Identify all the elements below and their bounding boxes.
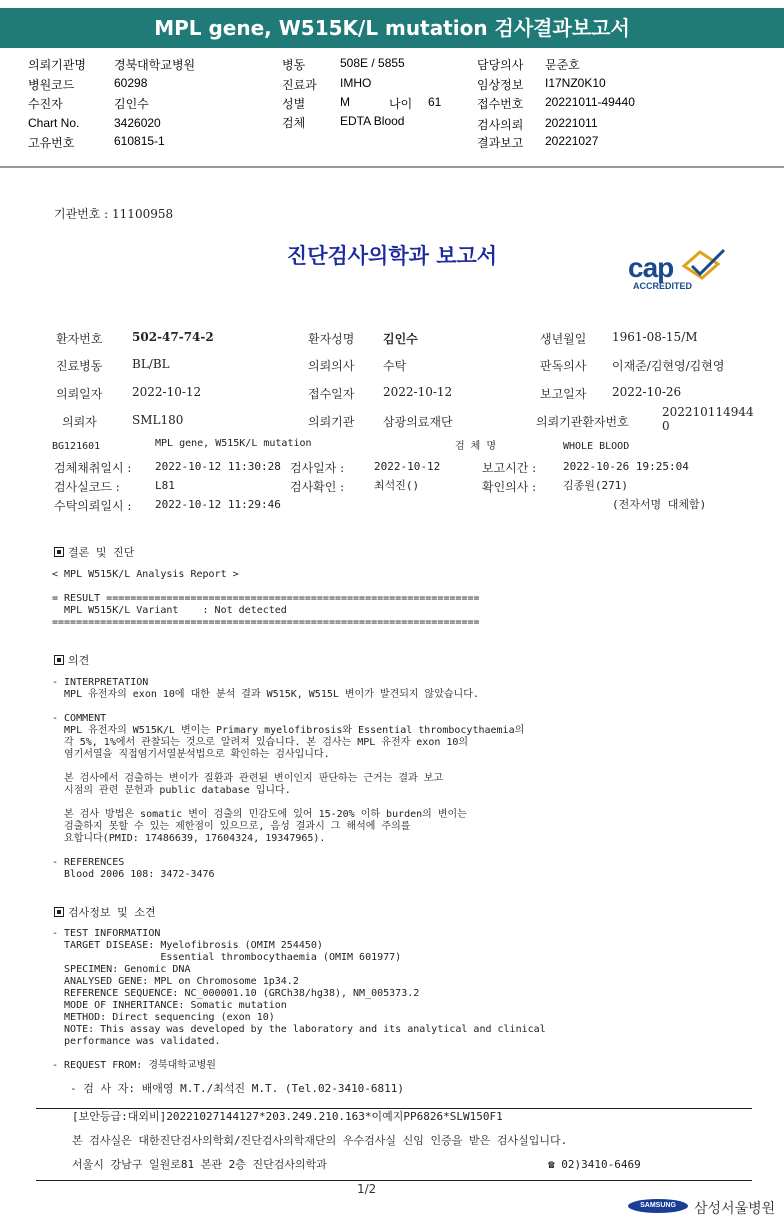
hdr-label-chart: Chart No. [28,116,80,130]
label-test-date: 검사일자 : [290,461,345,475]
hdr-value-clinical: I17NZ0K10 [545,76,606,90]
esign-note: (전자서명 대체함) [612,498,707,511]
section-bullet-icon [54,655,64,665]
hospital-brand-text: 삼성서울병원 [694,1201,776,1217]
value-req-inst: 삼광의료재단 [383,415,453,429]
hdr-label-hosp-code: 병원코드 [28,78,75,92]
value-collect: 2022-10-12 11:30:28 [155,460,281,473]
value-req-pat-no-1: 202210114944 [662,405,754,419]
label-patient-name: 환자성명 [308,332,355,346]
hdr-value-result: 20221027 [545,134,599,148]
hdr-value-unique: 610815-1 [114,134,165,148]
cap-logo-word: cap [628,252,674,283]
label-recv-date: 접수일자 [308,387,355,401]
hdr-value-inst: 경북대학교병원 [114,58,196,72]
institution-number: 기관번호 : 11100958 [54,207,174,221]
value-reviewer: 이재준/김현영/김현영 [612,359,725,373]
value-outsource: 2022-10-12 11:29:46 [155,498,281,511]
label-confirm: 확인의사 : [482,480,537,494]
section-conclusion-heading [54,544,134,560]
hdr-value-specimen: EDTA Blood [340,114,405,128]
label-check: 검사확인 : [290,480,345,494]
section-test-info-heading [54,904,156,920]
label-req-doctor: 의뢰의사 [308,359,355,373]
value-room: L81 [155,479,175,492]
label-req-date: 의뢰일자 [56,387,103,401]
value-confirm: 김종원(271) [563,479,628,492]
value-requester: SML180 [132,413,184,427]
specimen-test: MPL gene, W515K/L mutation [155,438,312,449]
report-header-title: MPL gene, W515K/L mutation 검사결과보고서 [0,8,784,48]
hdr-value-chart: 3426020 [114,116,161,130]
value-report-date: 2022-10-26 [612,385,682,399]
section-opinion-body: - INTERPRETATION MPL 유전자의 exon 10에 대한 분석 결과 W515K, W515L 변이가 발견되지 않았습니다. - COMMENT MPL 유전자의 W515K/L 변이는 Primary myelofibrosis와 Essential thrombocythaemia의 각 5%, 1%에서 관찰되는 것으로 알려져 있습니다. 본 검사는 MPL 유전자 exon 10의 염기서열을 직접염기서열분석법으로 확인하는 검사입니다. 본 검사에서 검출하는 변이가 질환과 관련된 변이인지 판단하는 근거는 결과 보고 시점의 관련 문헌과 public database 입니다. 본 검사 방법은 somatic 변이 검출의 민감도에 있어 15-20% 이하 burden의 변이는 검출하지 못할 수 있는 제한점이 있으므로, 음성 결과시 그 해석에 주의를 요합니다(PMID: 17486639, 17604324, 19347965). - REFERENCES Blood 2006 108: 3472-3476 [52,677,525,880]
value-dob: 1961-08-15/M [612,330,698,344]
hdr-label-ward: 병동 [282,58,306,72]
section-test-info-body: - TEST INFORMATION TARGET DISEASE: Myelofibrosis (OMIM 254450) Essential thrombocythaemia (OMIM 601977) SPECIMEN: Genomic DNA ANALYSED GENE: MPL on Chromosome 1p34.2 REFERENCE SEQUENCE: NC_000001.10 (GRCh38/hg38), NM_005373.2 MODE OF INHERITANCE: Somatic mutation METHOD: Direct sequencing (exon 10) NOTE: This assay was developed by the laboratory and its analytical and clinical performance was validated. - REQUEST FROM: 경북대학교병원 [52,928,546,1071]
section-conclusion-title: 결론 및 진단 [68,546,135,559]
label-collect: 검체채취일시 : [54,461,132,475]
hdr-value-hosp-code: 60298 [114,76,148,90]
hdr-value-patient: 김인수 [114,97,149,111]
hdr-label-accession: 접수번호 [477,97,524,111]
label-report-date: 보고일자 [540,387,587,401]
hdr-label-request: 검사의뢰 [477,118,524,132]
phone-line: ☎ 02)3410-6469 [548,1158,641,1171]
specimen-type: WHOLE BLOOD [563,441,630,452]
cap-check-icon [678,248,728,282]
section-bullet-icon [54,907,64,917]
hdr-label-specimen: 검체 [282,116,306,130]
cap-accredited-logo [626,250,731,295]
value-ward: BL/BL [132,357,170,371]
section-bullet-icon [54,547,64,557]
label-req-pat-no: 의뢰기관환자번호 [536,415,629,429]
specimen-code: BG121601 [52,441,101,452]
value-req-doctor: 수탁 [383,359,407,373]
value-patient-name: 김인수 [383,332,418,346]
certification-line: 본 검사실은 대한진단검사의학회/진단검사의학재단의 우수검사실 신임 인증을 받은 검사실입니다. [72,1134,568,1147]
footer-divider [36,1108,752,1109]
value-req-date: 2022-10-12 [132,385,202,399]
examiner-line: - 검 사 자: 배애영 M.T./최석진 M.T. (Tel.02-3410-6811) [70,1082,405,1095]
label-ward: 진료병동 [56,359,103,373]
hdr-value-sex: M [340,95,350,109]
label-reviewer: 판독의사 [540,359,587,373]
cap-logo-accredited: ACCREDITED [633,281,693,291]
hdr-label-clinical: 임상정보 [477,78,524,92]
hdr-label-inst: 의뢰기관명 [28,58,86,72]
value-check: 최석진() [374,479,420,492]
hdr-value-dept: IMHO [340,76,372,90]
value-report-time: 2022-10-26 19:25:04 [563,460,689,473]
label-report-time: 보고시간 : [482,461,537,475]
value-test-date: 2022-10-12 [374,460,441,473]
hdr-value-accession: 20221011-49440 [545,95,635,109]
security-line: [보안등급:대외비]20221027144127*203.249.210.163*이예지PP6826*SLW150F1 [72,1110,503,1123]
label-room: 검사실코드 : [54,480,120,494]
address-line: 서울시 강남구 일원로81 본관 2층 진단검사의학과 [72,1158,327,1171]
hdr-label-age: 나이 [389,97,413,111]
samsung-logo: SAMSUNG [628,1199,688,1213]
header-divider [0,166,784,168]
report-title: 진단검사의학과 보고서 [286,243,498,268]
value-req-pat-no-2: 0 [662,419,670,433]
label-outsource: 수탁의뢰일시 : [54,499,132,513]
label-requester: 의뢰자 [62,415,97,429]
section-opinion-heading [54,652,89,668]
hdr-value-age: 61 [428,95,442,109]
hdr-label-patient: 수진자 [28,97,63,111]
page-number: 1/2 [357,1182,377,1196]
section-conclusion-body: < MPL W515K/L Analysis Report > = RESULT ============================================================== MPL W515K/L Variant : Not detected ======================================================================= [52,569,480,628]
hdr-label-unique: 고유번호 [28,136,75,150]
hdr-value-doctor: 문준호 [545,58,580,72]
hdr-label-result: 결과보고 [477,136,524,150]
label-patient-no: 환자번호 [56,332,103,346]
hdr-label-sex: 성별 [282,97,306,111]
hdr-value-request: 20221011 [545,116,598,130]
hdr-label-dept: 진료과 [282,78,317,92]
specimen-type-label: 검 체 명 [455,441,497,452]
label-dob: 생년월일 [540,332,587,346]
hdr-value-ward: 508E / 5855 [340,56,405,70]
footer-divider-bottom [36,1180,752,1181]
section-opinion-title: 의견 [68,654,90,667]
value-recv-date: 2022-10-12 [383,385,453,399]
label-req-inst: 의뢰기관 [308,415,355,429]
section-test-info-title: 검사정보 및 소견 [68,906,156,919]
hdr-label-doctor: 담당의사 [477,58,524,72]
value-patient-no: 502-47-74-2 [132,330,214,344]
